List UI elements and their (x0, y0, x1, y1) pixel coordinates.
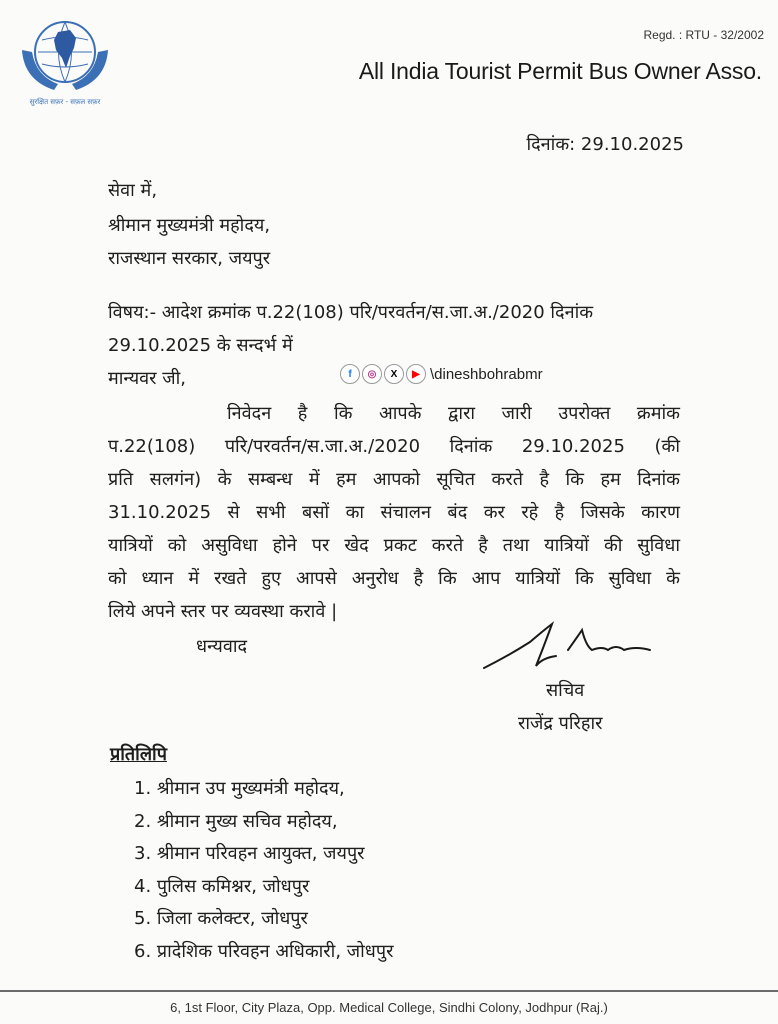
addressee-line-2: श्रीमान मुख्यमंत्री महोदय, (108, 215, 271, 236)
body-line-7: लिये अपने स्तर पर व्यवस्था करावे | (108, 601, 338, 622)
body-line-5: यात्रियों को असुविधा होने पर खेद प्रकट करते है तथा यात्रियों की सुविधा (108, 535, 680, 556)
addressee-line-1: सेवा में, (108, 180, 158, 201)
signature (478, 616, 658, 676)
footer-address: 6, 1st Floor, City Plaza, Opp. Medical College, Sindhi Colony, Jodhpur (Raj.) (170, 1000, 608, 1015)
copy-to-heading: प्रतिलिपि (110, 744, 167, 765)
facebook-icon: f (340, 364, 360, 384)
body-line-3: प्रति सलगंन) के सम्बन्ध में हम आपको सूचित करते है कि हम दिनांक (108, 469, 680, 490)
india-map-hands-logo-icon (14, 10, 116, 110)
subject-line-1: विषय:- आदेश क्रमांक प.22(108) परि/परवर्तन/स.जा.अ./2020 दिनांक (108, 302, 594, 323)
signatory-designation: सचिव (546, 680, 585, 701)
list-item: 6. प्रादेशिक परिवहन अधिकारी, जोधपुर (134, 940, 394, 962)
social-handle: \dineshbohrabmr (430, 365, 543, 383)
letter-date: दिनांक: 29.10.2025 (526, 134, 684, 155)
list-item: 2. श्रीमान मुख्य सचिव महोदय, (134, 810, 338, 832)
x-icon: X (384, 364, 404, 384)
youtube-icon: ▶ (406, 364, 426, 384)
body-line-6: को ध्यान में रखते हुए आपसे अनुरोध है कि आप यात्रियों कि सुविधा के (108, 568, 680, 589)
instagram-icon: ◎ (362, 364, 382, 384)
body-line-4: 31.10.2025 से सभी बसों का संचालन बंद कर रहे है जिसके कारण (108, 502, 680, 523)
footer-divider (0, 990, 778, 992)
list-item: 4. पुलिस कमिश्नर, जोधपुर (134, 875, 310, 897)
registration-number: Regd. : RTU - 32/2002 (643, 28, 764, 42)
logo-caption: सुरक्षित सफ़र - सफ़ल सफ़र (29, 98, 101, 106)
organization-name: All India Tourist Permit Bus Owner Asso. (358, 58, 762, 84)
list-item: 1. श्रीमान उप मुख्यमंत्री महोदय, (134, 778, 345, 799)
list-item: 5. जिला कलेक्टर, जोधपुर (134, 908, 308, 929)
list-item: 3. श्रीमान परिवहन आयुक्त, जयपुर (134, 843, 365, 864)
copy-to-list (134, 776, 393, 971)
social-watermark (340, 364, 543, 384)
body-line-2: प.22(108) परि/परवर्तन/स.जा.अ./2020 दिनांक 29.10.2025 (की (108, 436, 680, 457)
subject-line-2: 29.10.2025 के सन्दर्भ में (108, 335, 293, 356)
body-line-1: निवेदन है कि आपके द्वारा जारी उपरोक्त क्रमांक (227, 403, 680, 424)
salutation: मान्यवर जी, (108, 368, 187, 389)
addressee-line-3: राजस्थान सरकार, जयपुर (108, 248, 271, 269)
signatory-name: राजेंद्र परिहार (518, 713, 603, 734)
thanks: धन्यवाद (196, 636, 248, 657)
